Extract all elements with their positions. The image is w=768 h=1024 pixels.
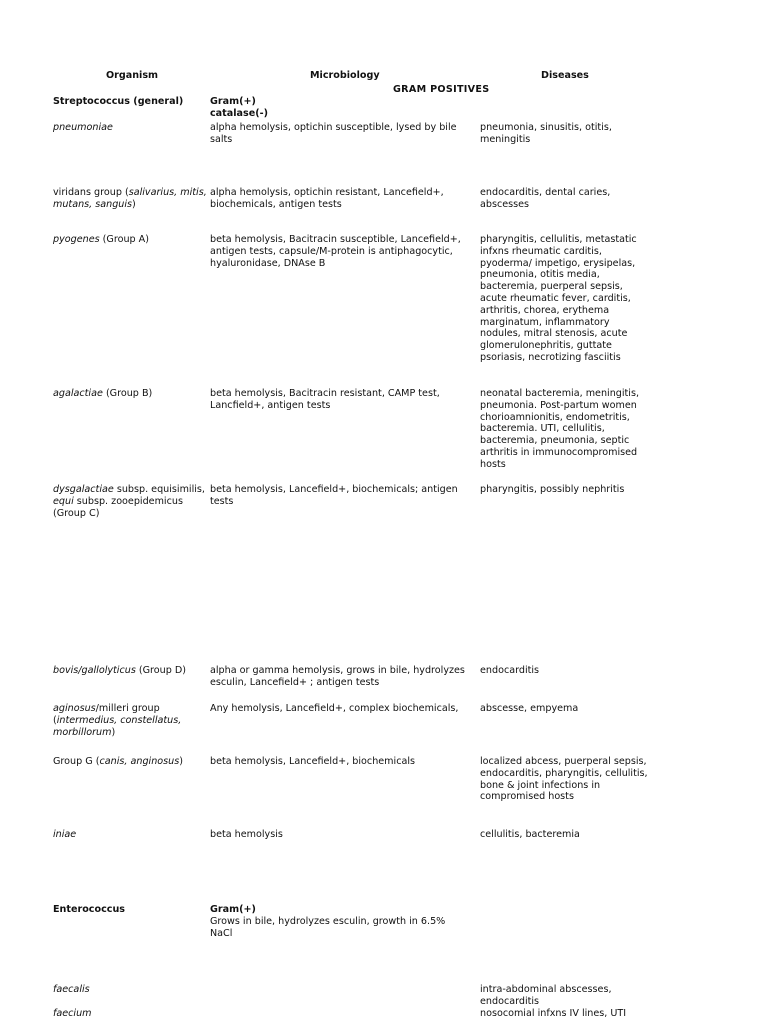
catalase: catalase(-) [210, 107, 268, 119]
organism-cell [53, 829, 211, 841]
organism-species: canis, anginosus [99, 756, 180, 767]
organism-species: intermedius, constellatus, morbillorum [53, 714, 182, 738]
diseases-cell: abscesse, empyema [480, 703, 579, 714]
organism-cell [53, 984, 211, 996]
organism-cell [53, 756, 211, 768]
organism-cell [53, 234, 211, 246]
diseases-cell: endocarditis [480, 665, 540, 676]
organism-name: iniae [53, 829, 77, 840]
microbiology-cell [210, 96, 475, 120]
organism-name-equi: equi [53, 495, 74, 507]
microbiology-cell: alpha hemolysis, optichin resistant, Lancefield+, biochemicals, antigen tests [210, 187, 444, 210]
microbiology-cell [210, 904, 460, 939]
diseases-cell: neonatal bacteremia, meningitis, pneumonia. Post-partum women chorioamnionitis, endometritis, bacteremia. UTI, cellulitis, bacteremia, pneumonia, septic arthritis in immunocompromised hosts [480, 388, 640, 470]
microbiology-cell: beta hemolysis [210, 829, 283, 840]
organism-group: (Group B) [102, 388, 153, 399]
organism-suffix: ) [179, 756, 183, 767]
microbiology-cell: beta hemolysis, Lancefield+, biochemicals; antigen tests [210, 484, 458, 507]
diseases-cell: nosocomial infxns IV lines, UTI [480, 1008, 627, 1019]
diseases-cell: cellulitis, bacteremia [480, 829, 580, 840]
organism-cell [53, 122, 211, 134]
organism-name: aginosus [53, 703, 96, 714]
organism-prefix: Group G ( [53, 756, 100, 767]
gram-stain: Gram(+) [210, 904, 256, 915]
organism-group: /milleri group [95, 703, 160, 714]
header-organism: Organism [106, 70, 159, 81]
microbiology-cell: alpha or gamma hemolysis, grows in bile, hydrolyzes esculin, Lancefield+ ; antigen tests [210, 665, 465, 688]
microbiology-cell: beta hemolysis, Bacitracin resistant, CAMP test, Lancfield+, antigen tests [210, 388, 440, 411]
microbiology-cell: Any hemolysis, Lancefield+, complex biochemicals, [210, 703, 459, 714]
microbiology-detail: Grows in bile, hydrolyzes esculin, growth in 6.5% NaCl [210, 915, 446, 939]
microbiology-cell: beta hemolysis, Bacitracin susceptible, Lancefield+, antigen tests, capsule/M-protein is antiphagocytic, hyaluronidase, DNAse B [210, 234, 461, 269]
header-diseases: Diseases [541, 70, 589, 81]
section-title-gram-positives: GRAM POSITIVES [393, 84, 490, 95]
organism-group: (Group C) [53, 507, 100, 519]
organism-cell [53, 388, 211, 400]
organism-cell [53, 187, 211, 211]
organism-line [53, 703, 211, 715]
organism-name: pyogenes [53, 234, 100, 245]
diseases-cell: pneumonia, sinusitis, otitis, meningitis [480, 122, 612, 145]
organism-cell: Enterococcus [53, 904, 125, 915]
organism-species: salivarius, mitis, mutans, sanguis [53, 187, 207, 210]
diseases-cell: localized abcess, puerperal sepsis, endocarditis, pharyngitis, cellulitis, bone & joint infections in compromised hosts [480, 756, 648, 803]
organism-subspecies: subsp. zooepidemicus [73, 495, 183, 507]
organism-name: faecium [53, 1008, 92, 1019]
gram-stain: Gram(+) [210, 96, 256, 107]
microbiology-cell: beta hemolysis, Lancefield+, biochemicals [210, 756, 416, 767]
organism-cell: Streptococcus (general) [53, 96, 184, 107]
organism-name: bovis/gallolyticus [53, 665, 136, 676]
organism-name: faecalis [53, 984, 90, 995]
diseases-cell: pharyngitis, cellulitis, metastatic infxns rheumatic carditis, pyoderma/ impetigo, erysipelas, pneumonia, otitis media, bacteremia, puerperal sepsis, acute rheumatic fever, carditis, arthritis, chorea, erythema marginatum, inflammatory nodules, mitral stenosis, acute glomerulonephritis, guttate psoriasis, necrotizing fasciitis [480, 234, 637, 363]
organism-prefix: viridans group ( [53, 187, 129, 198]
microbiology-cell: alpha hemolysis, optichin susceptible, lysed by bile salts [210, 122, 457, 145]
organism-group: (Group D) [135, 665, 187, 676]
organism-subspecies: subsp. equisimilis, [113, 484, 205, 495]
organism-line [53, 484, 211, 496]
organism-suffix: ) [132, 198, 136, 210]
diseases-cell: intra-abdominal abscesses, endocarditis [480, 984, 612, 1007]
organism-name: dysgalactiae [53, 484, 114, 495]
header-microbiology: Microbiology [310, 70, 380, 81]
diseases-cell: endocarditis, dental caries, abscesses [480, 187, 611, 210]
organism-cell [53, 665, 211, 677]
organism-cell [53, 703, 211, 738]
paren-open: ( [53, 714, 57, 726]
organism-group: (Group A) [99, 234, 149, 245]
organism-name: pneumoniae [53, 122, 113, 133]
organism-name: agalactiae [53, 388, 103, 399]
diseases-cell: pharyngitis, possibly nephritis [480, 484, 625, 495]
organism-line [53, 496, 211, 508]
organism-cell [53, 484, 211, 519]
organism-cell [53, 1008, 211, 1020]
paren-close: ) [111, 726, 116, 738]
organism-line [53, 715, 211, 739]
